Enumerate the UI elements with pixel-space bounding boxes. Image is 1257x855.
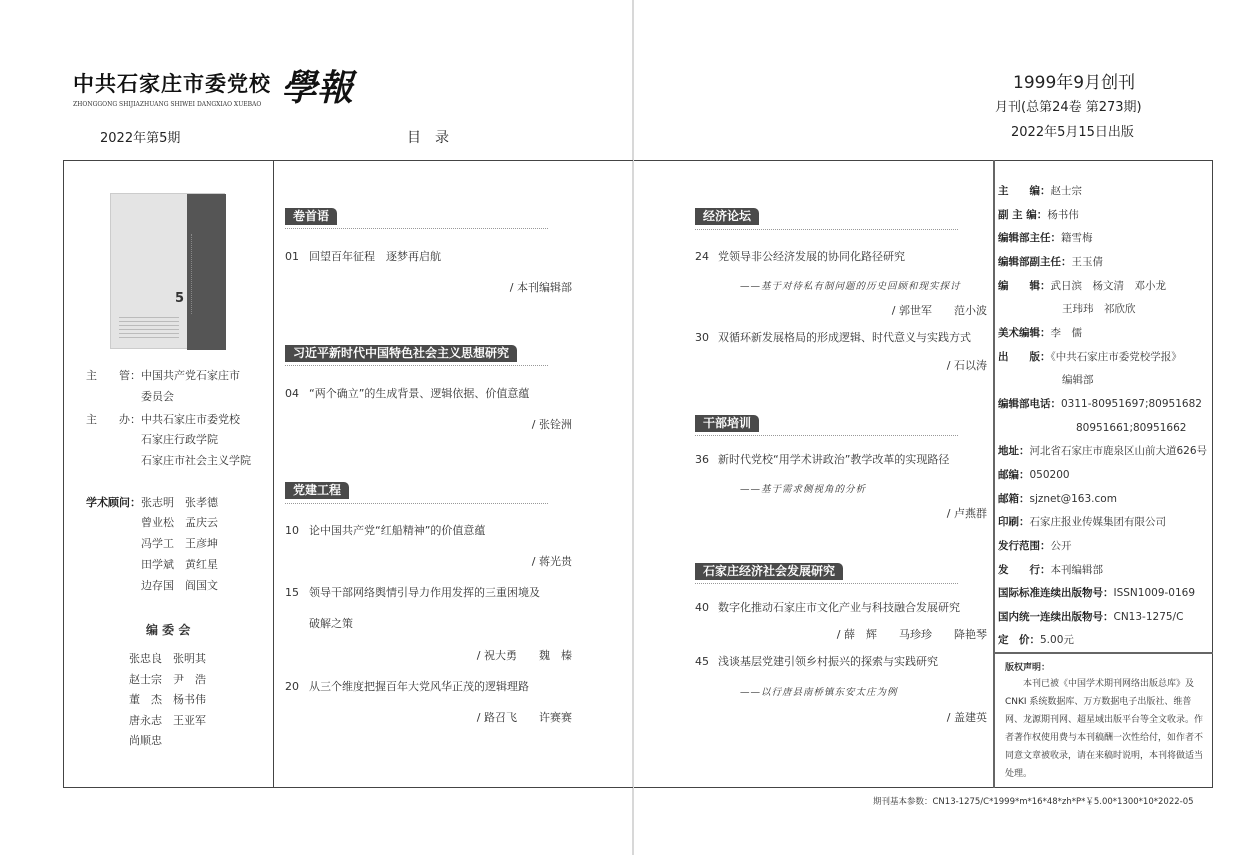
cover-thumbnail: 5 bbox=[110, 193, 225, 349]
article-authors: / 蒋光贵 bbox=[531, 555, 572, 568]
staff-value: sjznet@163.com bbox=[1029, 492, 1117, 505]
staff-label: 地址： bbox=[998, 445, 1030, 458]
article-title[interactable]: 新时代党校“用学术讲政治”教学改革的实现路径 bbox=[718, 453, 950, 466]
staff-value: 籍雪梅 bbox=[1061, 232, 1093, 245]
article-title[interactable]: 浅谈基层党建引领乡村振兴的探索与实践研究 bbox=[718, 655, 938, 668]
supervisor-line: 委员会 bbox=[141, 390, 174, 403]
staff-value: 赵士宗 bbox=[1050, 185, 1082, 197]
board-row: 张忠良 张明其 bbox=[129, 652, 206, 665]
staff-row bbox=[998, 204, 1210, 228]
sponsor-line: 中共石家庄市委党校 bbox=[141, 413, 240, 426]
article-title[interactable]: 从三个维度把握百年大党风华正茂的逻辑理路 bbox=[309, 680, 529, 693]
article-page: 24 bbox=[695, 250, 709, 263]
staff-row bbox=[998, 606, 1210, 630]
article-title[interactable]: 回望百年征程 逐梦再启航 bbox=[309, 250, 441, 263]
staff-label: 发行范围： bbox=[998, 539, 1051, 552]
footer-parameters: 期刊基本参数：CN13-1275/C*1999*m*16*48*zh*P*￥5.00*1300*10*2022-05 bbox=[873, 797, 1194, 807]
staff-value: 《中共石家庄市委党校学报》 bbox=[1050, 350, 1182, 363]
staff-value: 公开 bbox=[1050, 539, 1072, 552]
staff-row bbox=[998, 440, 1210, 464]
staff-value: 80951661;80951662 bbox=[1076, 421, 1187, 434]
article-authors: / 本刊编辑部 bbox=[509, 281, 572, 294]
staff-label: 发 行： bbox=[998, 563, 1051, 576]
staff-row bbox=[998, 251, 1210, 275]
article-subtitle: ——以行唐县南桥镇东安太庄为例 bbox=[740, 687, 898, 698]
article-page: 40 bbox=[695, 601, 709, 614]
section-divider bbox=[285, 228, 548, 229]
section-header: 经济论坛 bbox=[695, 208, 759, 225]
staff-value: 王玮玮 祁欣欣 bbox=[1062, 303, 1136, 316]
section-divider bbox=[285, 503, 548, 504]
staff-value: 本刊编辑部 bbox=[1050, 563, 1103, 576]
right-column-divider bbox=[993, 160, 995, 788]
article-authors: / 郭世军 范小波 bbox=[891, 304, 987, 317]
article-page: 45 bbox=[695, 655, 709, 668]
staff-label: 编辑部副主任： bbox=[998, 255, 1072, 268]
section-header: 党建工程 bbox=[285, 482, 349, 499]
staff-label: 邮编： bbox=[998, 468, 1030, 481]
staff-label: 美术编辑： bbox=[998, 326, 1051, 339]
section-divider bbox=[695, 583, 958, 584]
sponsor-line: 石家庄行政学院 bbox=[141, 433, 218, 446]
article-title-continued[interactable]: 破解之策 bbox=[309, 617, 353, 630]
section-header: 卷首语 bbox=[285, 208, 337, 225]
left-column-divider bbox=[273, 160, 274, 788]
staff-value: 杨书伟 bbox=[1047, 208, 1079, 221]
staff-label: 主 编： bbox=[998, 185, 1051, 197]
staff-row bbox=[998, 511, 1210, 535]
section-header: 石家庄经济社会发展研究 bbox=[695, 563, 843, 580]
sponsor-line: 石家庄市社会主义学院 bbox=[141, 454, 251, 467]
staff-row bbox=[998, 227, 1210, 251]
frequency: 月刊(总第24卷 第273期) bbox=[995, 100, 1142, 115]
staff-row bbox=[998, 417, 1210, 441]
staff-list bbox=[998, 180, 1210, 653]
staff-row bbox=[998, 629, 1210, 653]
advisors-label: 学术顾问： bbox=[86, 496, 141, 509]
staff-label: 国内统一连续出版物号： bbox=[998, 610, 1114, 623]
advisor-row: 张志明 张孝德 bbox=[141, 496, 218, 509]
staff-label: 国际标准连续出版物号： bbox=[998, 587, 1114, 600]
staff-label: 编辑部电话： bbox=[998, 397, 1061, 410]
advisor-row: 冯学工 王彦坤 bbox=[141, 537, 218, 550]
founded-date: 1999年9月创刊 bbox=[1013, 73, 1136, 93]
journal-title-cn: 中共石家庄市委党校 bbox=[73, 71, 271, 96]
advisor-row: 曾业松 孟庆云 bbox=[141, 516, 218, 529]
staff-value: ISSN1009-0169 bbox=[1113, 587, 1196, 600]
supervisor-line: 中国共产党石家庄市 bbox=[141, 369, 240, 382]
section-divider bbox=[695, 229, 958, 230]
staff-row bbox=[998, 393, 1210, 417]
staff-row bbox=[998, 298, 1210, 322]
staff-label: 定 价： bbox=[998, 634, 1040, 647]
staff-row bbox=[998, 488, 1210, 512]
journal-pinyin: ZHONGGONG SHIJIAZHUANG SHIWEI DANGXIAO XUEBAO bbox=[73, 101, 262, 108]
article-title[interactable]: 论中国共产党“红船精神”的价值意蕴 bbox=[309, 524, 486, 537]
article-page: 10 bbox=[285, 524, 299, 537]
article-authors: / 张铨洲 bbox=[531, 418, 572, 431]
supervisor-label: 主 管： bbox=[86, 369, 141, 382]
staff-row bbox=[998, 582, 1210, 606]
staff-label: 出 版： bbox=[998, 350, 1051, 363]
article-page: 04 bbox=[285, 387, 299, 400]
section-divider bbox=[695, 435, 958, 436]
article-authors: / 祝大勇 魏 榛 bbox=[476, 649, 572, 662]
article-page: 01 bbox=[285, 250, 299, 263]
article-page: 36 bbox=[695, 453, 709, 466]
staff-value: 编辑部 bbox=[1062, 374, 1094, 387]
staff-label: 编 辑： bbox=[998, 279, 1051, 292]
staff-label: 编辑部主任： bbox=[998, 232, 1061, 245]
board-row: 唐永志 王亚军 bbox=[129, 714, 206, 727]
article-title[interactable]: 双循环新发展格局的形成逻辑、时代意义与实践方式 bbox=[718, 331, 971, 344]
staff-row bbox=[998, 559, 1210, 583]
staff-value: 河北省石家庄市鹿泉区山前大道626号 bbox=[1029, 445, 1208, 458]
board-row: 尚顺忠 bbox=[129, 734, 162, 747]
article-authors: / 卢燕群 bbox=[946, 507, 987, 520]
journal-title-big: 學報 bbox=[281, 67, 354, 109]
board-row: 董 杰 杨书伟 bbox=[129, 693, 206, 706]
advisor-row: 田学斌 黄红星 bbox=[141, 558, 218, 571]
copyright-body: 本刊已被《中国学术期刊网络出版总库》及 CNKI 系统数据库、万方数据电子出版社、维普网、龙源期刊网、超星域出版平台等全文收录。作者著作权使用费与本刊稿酬一次性给付，如作者不同意文章被收录，请在来稿时说明，本刊将做适当处理。 bbox=[1005, 679, 1204, 779]
section-divider bbox=[285, 365, 548, 366]
publish-date: 2022年5月15日出版 bbox=[1011, 125, 1134, 140]
staff-row bbox=[998, 180, 1210, 204]
staff-value: 王玉倩 bbox=[1071, 255, 1103, 268]
staff-label: 邮箱： bbox=[998, 492, 1030, 505]
staff-label: 印刷： bbox=[998, 516, 1030, 529]
article-title[interactable]: 党领导非公经济发展的协同化路径研究 bbox=[718, 250, 905, 263]
copyright-heading: 版权声明： bbox=[1005, 663, 1051, 673]
staff-value: 武日滨 杨文清 邓小龙 bbox=[1050, 279, 1166, 292]
article-subtitle: ——基于需求侧视角的分析 bbox=[740, 484, 867, 495]
article-page: 15 bbox=[285, 586, 299, 599]
article-authors: / 薛 辉 马珍珍 降艳琴 bbox=[836, 628, 987, 641]
section-header: 习近平新时代中国特色社会主义思想研究 bbox=[285, 345, 517, 362]
article-page: 20 bbox=[285, 680, 299, 693]
staff-row bbox=[998, 464, 1210, 488]
article-title[interactable]: 数字化推动石家庄市文化产业与科技融合发展研究 bbox=[718, 601, 960, 614]
advisor-row: 边存国 阎国文 bbox=[141, 579, 218, 592]
staff-value: 0311-80951697;80951682 bbox=[1061, 397, 1202, 410]
article-title[interactable]: “两个确立”的生成背景、逻辑依据、价值意蕴 bbox=[309, 387, 530, 400]
staff-row bbox=[998, 275, 1210, 299]
board-row: 赵士宗 尹 浩 bbox=[129, 673, 206, 686]
toc-heading: 目 录 bbox=[407, 130, 449, 146]
issue-number: 2022年第5期 bbox=[100, 131, 181, 146]
staff-value: 5.00元 bbox=[1040, 634, 1074, 647]
article-authors: / 路召飞 许赛赛 bbox=[476, 711, 572, 724]
section-header: 干部培训 bbox=[695, 415, 759, 432]
staff-row bbox=[998, 535, 1210, 559]
article-authors: / 石以涛 bbox=[946, 359, 987, 372]
staff-row bbox=[998, 346, 1210, 370]
article-subtitle: ——基于对待私有制问题的历史回顾和现实探讨 bbox=[740, 281, 961, 292]
staff-value: 050200 bbox=[1029, 468, 1070, 481]
staff-value: 石家庄报业传媒集团有限公司 bbox=[1029, 516, 1166, 529]
board-heading: 编 委 会 bbox=[146, 623, 191, 637]
staff-value: 李 儒 bbox=[1050, 326, 1082, 339]
article-authors: / 盖建英 bbox=[946, 711, 987, 724]
staff-value: CN13-1275/C bbox=[1113, 610, 1184, 623]
staff-label: 副 主 编： bbox=[998, 208, 1048, 221]
article-page: 30 bbox=[695, 331, 709, 344]
staff-row bbox=[998, 369, 1210, 393]
sponsor-label: 主 办： bbox=[86, 413, 141, 426]
staff-row bbox=[998, 322, 1210, 346]
article-title[interactable]: 领导干部网络舆情引导力作用发挥的三重困境及 bbox=[309, 586, 540, 599]
